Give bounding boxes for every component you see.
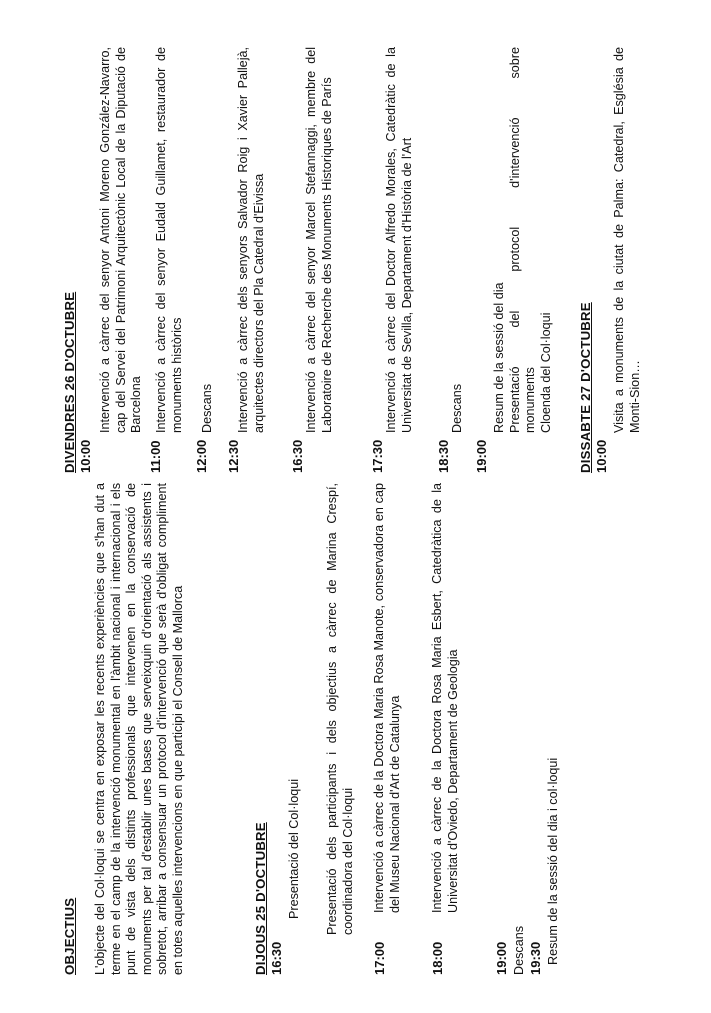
dijous-heading: DIJOUS 25 D'OCTUBRE [253, 822, 268, 975]
entry-text: Intervenció a càrrec dels senyors Salvador Roig i Xavier Pallejà, arquitectes directors del Pla Catedral d'Eivissa [236, 47, 266, 433]
entry-time: 17:30 [370, 439, 385, 473]
entry-text: Intervenció a càrrec del senyor Eudald Guillamet, restaurador de monuments històrics [154, 47, 184, 433]
entry-text: Descans [450, 384, 464, 433]
entry-text: Intervenció a càrrec de la Doctora Maria Rosa Manote, conservadora en cap del Museu Nacional d'Art de Catalunya [372, 483, 402, 913]
entry-line: monuments [523, 367, 537, 433]
entry-time: 19:00 [494, 941, 509, 975]
entry-text: Descans [200, 384, 214, 433]
entry-time: 12:30 [226, 439, 241, 473]
entry-time: 16:30 [269, 941, 284, 975]
entry-text: Presentació dels participants i dels objectius a càrrec de Marina Crespí, coordinadora del Col·loqui [325, 483, 355, 935]
entry-lines [492, 47, 554, 433]
entry-time: 18:00 [430, 941, 445, 975]
entry-time: 12:00 [194, 439, 209, 473]
entry-text: Intervenció a càrrec del senyor Antoni Moreno González-Navarro, cap del Servei del Patrimoni Arquitectònic Local de la Diputació de Barcelona [98, 47, 143, 433]
entry-text: Visita a monuments de la ciutat de Palma: Catedral, Església de Monti-Sion… [612, 47, 642, 433]
entry-time: 19:00 [474, 439, 489, 473]
entry-text: Intervenció a càrrec de la Doctora Rosa Maria Esbert, Catedràtica de la Universitat d'Oviedo, Departament de Geologia [430, 483, 460, 913]
entry-text: Presentació del Col·loqui [287, 778, 301, 919]
entry-line: Resum de la sessió del dia [492, 282, 506, 433]
entry-line: Cloenda del Col·loqui [538, 312, 553, 433]
entry-time: 16:30 [290, 439, 305, 473]
dissabte-heading: DISSABTE 27 D'OCTUBRE [578, 302, 593, 473]
entry-text: Descans [512, 926, 526, 975]
objectius-heading: OBJECTIUS [62, 897, 77, 975]
entry-text: Resum de la sessió del dia i col·loqui [546, 757, 560, 965]
entry-time: 18:30 [436, 439, 451, 473]
entry-line: Presentació del protocol d'intervenció sobre [507, 47, 522, 433]
entry-time: 10:00 [594, 439, 609, 473]
divendres-heading: DIVENDRES 26 D'OCTUBRE [62, 291, 77, 473]
entry-text: Intervenció a càrrec del Doctor Alfredo Morales, Catedràtic de la Universitat de Sevilla, Departament d'Història de l'Art [384, 47, 414, 433]
entry-time: 19:30 [528, 941, 543, 975]
left-column [0, 483, 711, 975]
entry-time: 11:00 [148, 440, 163, 473]
objectius-text: L'objecte del Col·loqui se centra en exposar les recents experiències que s'han dut a terme en el camp de la intervenció monumental en l'àmbit nacional i internacional i els punt de vista dels distints professionals que intervenen en la conservació de monuments per tal d'establir unes bases que serveixquin d'orientació als assistents i sobretot, arribar a consensuar un protocol d'intervenció que serà d'obligat compliment en totes aquelles intervencions en que participi el Consell de Mallorca [93, 483, 185, 975]
entry-text: Intervenció a càrrec del senyor Marcel Stefannaggi, membre del Laboratoire de Recherche des Monuments Historiques de París [304, 47, 334, 433]
entry-time: 17:00 [372, 941, 387, 975]
entry-time: 10:00 [78, 439, 93, 473]
right-column [0, 43, 711, 473]
